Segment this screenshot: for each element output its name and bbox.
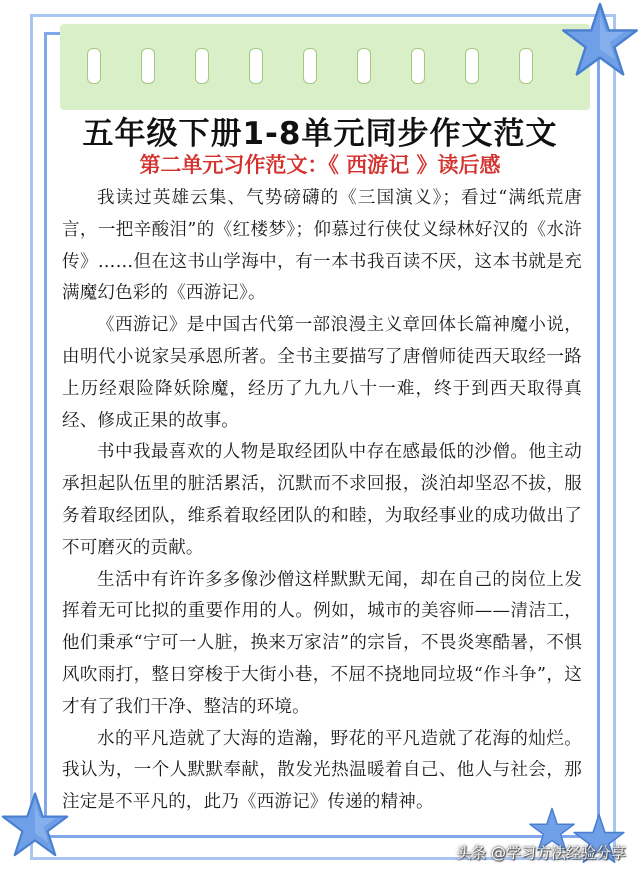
binder-hole — [411, 48, 425, 84]
essay-body — [62, 183, 582, 819]
binder-hole — [249, 48, 263, 84]
binder-hole — [357, 48, 371, 84]
binder-hole — [303, 48, 317, 84]
essay-paragraph: 水的平凡造就了大海的造瀚，野花的平凡造就了花海的灿烂。我认为，一个人默默奉献，散发光热温暖着自己、他人与社会，那注定是不平凡的，此乃《西游记》传递的精神。 — [62, 728, 582, 813]
binder-hole — [141, 48, 155, 84]
essay-paragraph: 书中我最喜欢的人物是取经团队中存在感最低的沙僧。他主动承担起队伍里的脏活累活，沉默而不求回报，淡泊却坚忍不拔，服务着取经团队，维系着取经团队的和睦，为取经事业的成功做出了不可磨灭的贡献。 — [62, 442, 582, 558]
binder-hole — [195, 48, 209, 84]
star-icon — [0, 790, 70, 860]
star-icon — [560, 0, 640, 80]
notebook-top-band — [60, 24, 590, 110]
binder-hole — [87, 48, 101, 84]
page-title: 五年级下册1-8单元同步作文范文 — [82, 116, 558, 152]
source-watermark: 头条 @学习方法经验分享 — [456, 844, 626, 862]
essay-paragraph: 生活中有许许多多像沙僧这样默默无闻，却在自己的岗位上发挥着无可比拟的重要作用的人。例如，城市的美容师——清洁工，他们秉承“宁可一人脏，换来万家洁”的宗旨，不畏炎寒酷暑，不惧风吹雨打，整日穿梭于大街小巷，不屈不挠地同垃圾“作斗争”，这才有了我们干净、整洁的环境。 — [62, 569, 582, 717]
binder-hole — [465, 48, 479, 84]
essay-subtitle: 第二单元习作范文：《 西游记 》读后感 — [139, 153, 501, 177]
essay-paragraph: 我读过英雄云集、气势磅礴的《三国演义》；看过“满纸荒唐言，一把辛酸泪”的《红楼梦》；仰慕过行侠仗义绿林好汉的《水浒传》……但在这书山学海中，有一本书我百读不厌，这本书就是充满魔幻色彩的《西游记》。 — [62, 188, 582, 304]
essay-paragraph: 《西游记》是中国古代第一部浪漫主义章回体长篇神魔小说，由明代小说家吴承恩所著。全书主要描写了唐僧师徒西天取经一路上历经艰险降妖除魔，经历了九九八十一难，终于到西天取得真经、修成正果的故事。 — [62, 315, 582, 431]
binder-hole — [519, 48, 533, 84]
